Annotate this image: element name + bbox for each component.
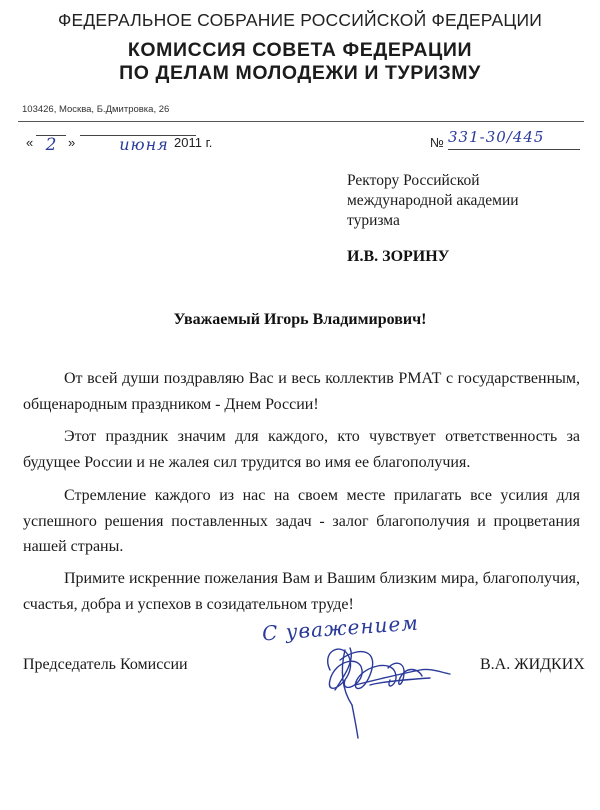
letterhead-commission-line2: ПО ДЕЛАМ МОЛОДЕЖИ И ТУРИЗМУ <box>119 62 481 84</box>
body-paragraph: Стремление каждого из нас на своем месте прилагать все усилия для успешного решения поставленных задач - залог благополучия и процветания нашей страны. <box>23 487 580 555</box>
date-open-quote: « <box>26 135 34 150</box>
handwritten-closing: С уважением <box>261 610 420 646</box>
addressee-block <box>347 171 587 231</box>
addressee-line: туризма <box>347 212 400 229</box>
handwritten-signature <box>300 630 460 740</box>
date-year: 2011 г. <box>174 135 213 150</box>
letter-date <box>26 131 326 155</box>
signatory-name: В.А. ЖИДКИХ <box>480 656 585 673</box>
reference-underline <box>448 149 580 150</box>
date-month: июня <box>119 135 169 154</box>
addressee-name: И.В. ЗОРИНУ <box>347 248 450 265</box>
addressee-line: Ректору Российской <box>347 172 480 189</box>
letterhead-commission-line1: КОМИССИЯ СОВЕТА ФЕДЕРАЦИИ <box>127 39 473 61</box>
reference-number: 331-30/445 <box>448 128 545 146</box>
body-paragraph: Этот праздник значим для каждого, кто чувствует ответственность за будущее России и не жалея сил трудится во имя ее благополучия. <box>23 428 580 471</box>
letterhead-address: 103426, Москва, Б.Дмитровка, 26 <box>22 104 170 115</box>
body-paragraph: От всей души поздравляю Вас и весь коллектив РМАТ с государственным, общенародным праздником - Днем России! <box>23 370 580 413</box>
date-day: 2 <box>45 135 57 155</box>
letterhead-divider <box>18 121 584 122</box>
salutation: Уважаемый Игорь Владимирович! <box>173 311 427 328</box>
letter-reference-number <box>430 128 580 155</box>
reference-sign: № <box>430 135 444 150</box>
addressee-line: международной академии <box>347 192 519 209</box>
body-paragraph: Примите искренние пожелания Вам и Вашим близким мира, благополучия, счастья, добра и успехов в созидательном труде! <box>23 570 580 613</box>
date-close-quote: » <box>68 135 76 150</box>
signatory-title: Председатель Комиссии <box>23 656 188 673</box>
letterhead-organization: ФЕДЕРАЛЬНОЕ СОБРАНИЕ РОССИЙСКОЙ ФЕДЕРАЦИИ <box>57 10 543 30</box>
